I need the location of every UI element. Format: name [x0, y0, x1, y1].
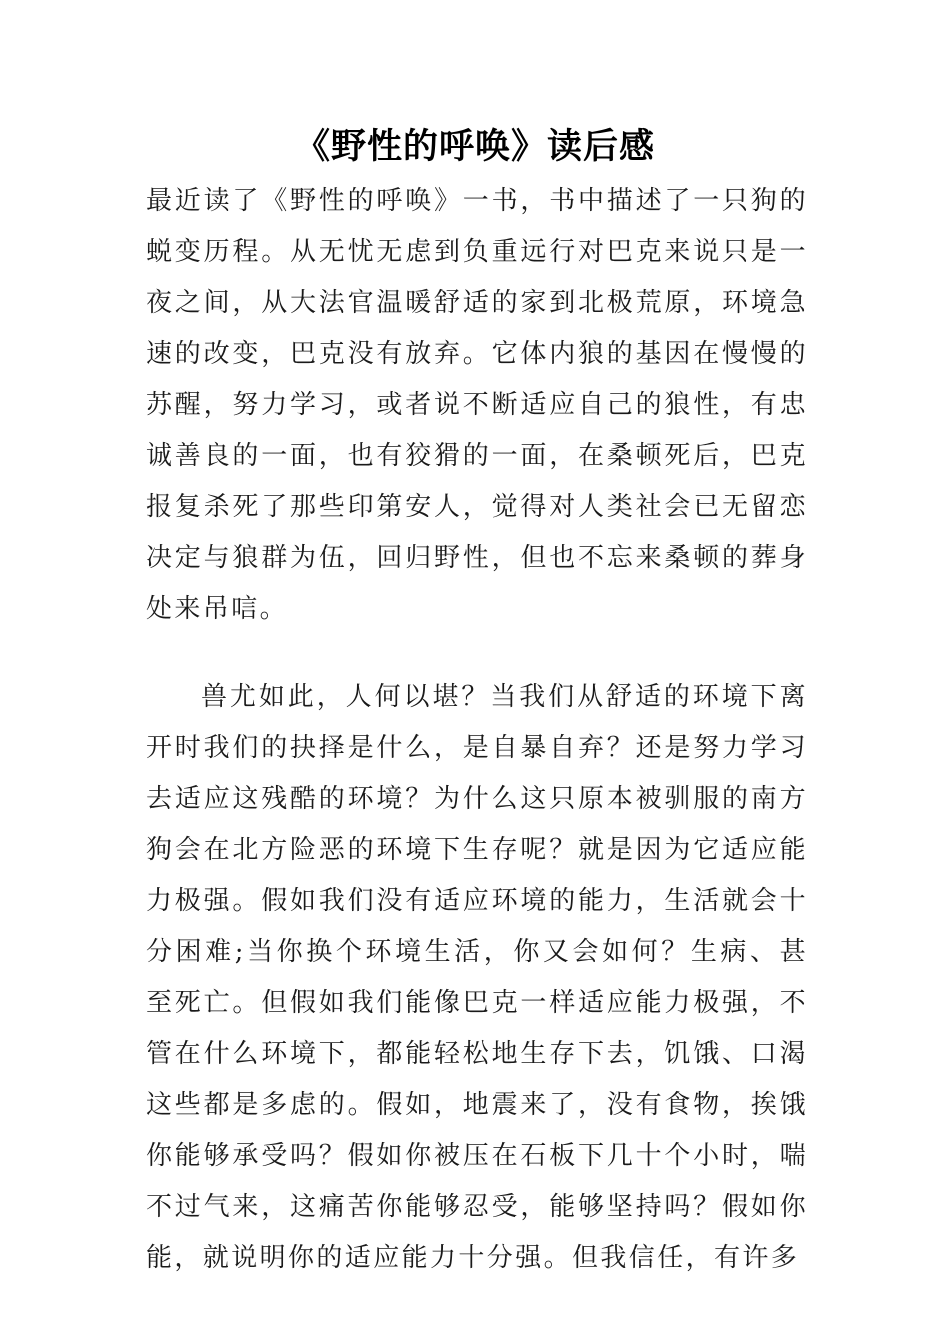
body-paragraph-2: 兽尤如此，人何以堪？当我们从舒适的环境下离开时我们的抉择是什么，是自暴自弃？还是努力学习去适应这残酷的环境？为什么这只原本被驯服的南方狗会在北方险恶的环境下生存呢？就是因为它适应能力极强。假如我们没有适应环境的能力，生活就会十分困难;当你换个环境生活，你又会如何？生病、甚至死亡。但假如我们能像巴克一样适应能力极强，不管在什么环境下，都能轻松地生存下去，饥饿、口渴这些都是多虑的。假如，地震来了，没有食物，挨饿你能够承受吗？假如你被压在石板下几十个小时，喘不过气来，这痛苦你能够忍受，能够坚持吗？假如你能，就说明你的适应能力十分强。但我信任，有许多	[146, 682, 808, 1273]
document-title: 《野性的呼唤》读后感	[294, 127, 655, 167]
body-paragraph-1: 最近读了《野性的呼唤》一书，书中描述了一只狗的蜕变历程。从无忧无虑到负重远行对巴克来说只是一夜之间，从大法官温暖舒适的家到北极荒原，环境急速的改变，巴克没有放弃。它体内狼的基因在慢慢的苏醒，努力学习，或者说不断适应自己的狼性，有忠诚善良的一面，也有狡猾的一面，在桑顿死后，巴克报复杀死了那些印第安人，觉得对人类社会已无留恋决定与狼群为伍，回归野性，但也不忘来桑顿的葬身处来吊唁。	[146, 186, 808, 624]
